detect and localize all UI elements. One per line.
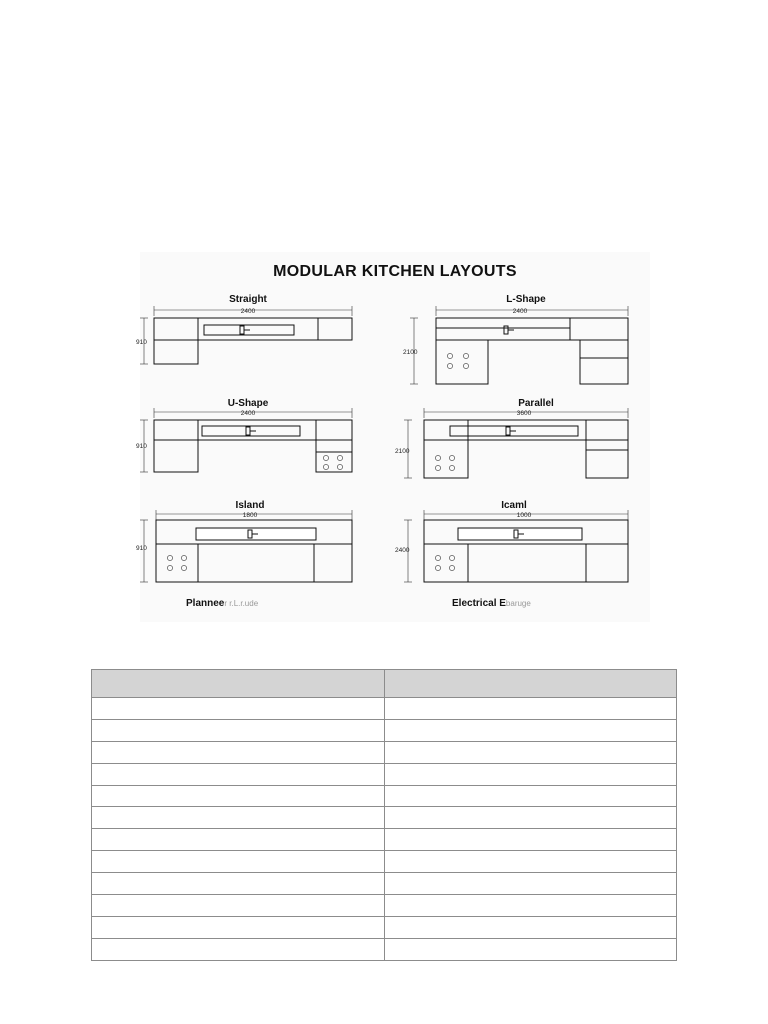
layout-name: Parallel — [518, 398, 554, 409]
table-cell — [92, 895, 385, 917]
kitchen-layouts-figure — [136, 252, 650, 622]
table-row — [92, 851, 677, 873]
table-cell — [92, 807, 385, 829]
table-cell — [92, 785, 385, 807]
table-cell — [92, 741, 385, 763]
table-row — [92, 698, 677, 720]
table-cell — [92, 763, 385, 785]
table-cell — [92, 851, 385, 873]
height-label: 2400 — [395, 547, 410, 554]
table-cell — [384, 719, 677, 741]
footer-left-text: Plannee — [186, 598, 225, 609]
table-row — [92, 916, 677, 938]
table-header-row — [92, 670, 677, 698]
width-label: 3600 — [516, 410, 532, 417]
figure-title: MODULAR KITCHEN LAYOUTS — [273, 263, 517, 280]
table-body — [92, 698, 677, 961]
table-row — [92, 719, 677, 741]
height-label: 910 — [136, 339, 147, 346]
width-label: 2400 — [240, 308, 256, 315]
height-label: 910 — [136, 545, 147, 552]
height-label: 2100 — [395, 448, 410, 455]
blank-table — [91, 669, 677, 961]
width-label: 2400 — [240, 410, 256, 417]
layout-name: U-Shape — [227, 398, 269, 409]
width-label: 1800 — [242, 512, 258, 519]
table-header-cell — [384, 670, 677, 698]
table-cell — [92, 698, 385, 720]
layout-name: Straight — [229, 294, 267, 305]
table-cell — [384, 938, 677, 960]
footer-left-faded: r r.L.r.ude — [224, 599, 259, 608]
layout-name: Island — [235, 500, 265, 511]
table-row — [92, 741, 677, 763]
table-cell — [384, 785, 677, 807]
table-row — [92, 829, 677, 851]
table-cell — [92, 829, 385, 851]
width-label: 1000 — [516, 512, 532, 519]
footer-right-text: Electrical E — [452, 598, 506, 609]
table-row — [92, 763, 677, 785]
footer-right — [452, 598, 531, 609]
height-label: 910 — [136, 443, 147, 450]
table-row — [92, 895, 677, 917]
layout-u-shape — [136, 398, 352, 472]
table-cell — [384, 873, 677, 895]
table-cell — [384, 851, 677, 873]
table-cell — [92, 719, 385, 741]
table-cell — [92, 916, 385, 938]
layout-name: L-Shape — [506, 294, 546, 305]
table-cell — [384, 916, 677, 938]
table-row — [92, 938, 677, 960]
table-cell — [384, 895, 677, 917]
footer-left — [186, 598, 259, 609]
table-cell — [384, 763, 677, 785]
table-row — [92, 785, 677, 807]
layout-parallel — [395, 398, 628, 478]
layout-island — [136, 500, 352, 582]
layout-name: Icaml — [501, 500, 527, 511]
width-label: 2400 — [512, 308, 528, 315]
table-row — [92, 873, 677, 895]
footer-right-faded: baruge — [505, 599, 531, 608]
table-cell — [92, 873, 385, 895]
layouts-diagram — [136, 252, 650, 622]
layout-straight — [136, 294, 352, 364]
table-cell — [384, 807, 677, 829]
table-cell — [384, 829, 677, 851]
table-cell — [384, 698, 677, 720]
layout-icaml — [395, 500, 628, 582]
table-cell — [92, 938, 385, 960]
layout-l-shape — [403, 294, 628, 384]
table-header-cell — [92, 670, 385, 698]
height-label: 2100 — [403, 349, 418, 356]
table-cell — [384, 741, 677, 763]
table-row — [92, 807, 677, 829]
